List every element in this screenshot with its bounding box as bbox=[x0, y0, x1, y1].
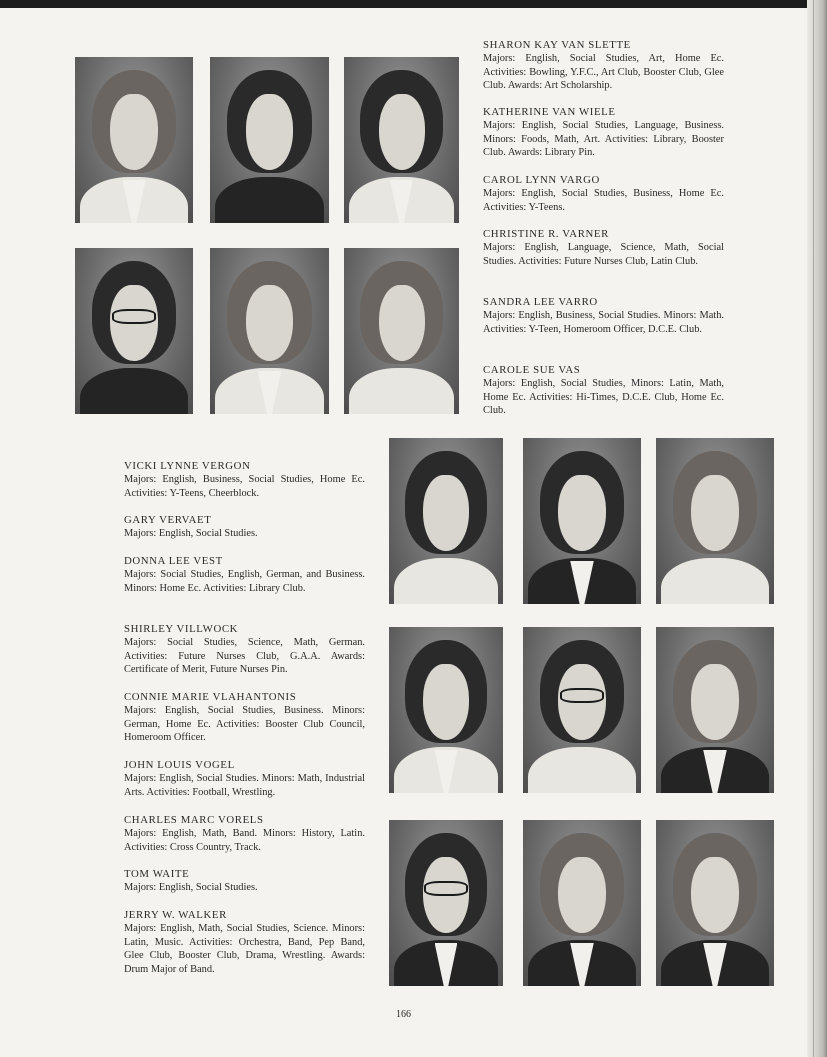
student-name: CONNIE MARIE VLAHANTONIS bbox=[124, 691, 297, 703]
student-entry bbox=[124, 460, 365, 500]
student-details: Majors: English, Business, Social Studies. Minors: Math. Activities: Y-Teen, Homeroom Officer, D.C.E. Club. bbox=[483, 310, 724, 335]
portrait-photo bbox=[75, 248, 193, 414]
student-entry bbox=[124, 514, 365, 541]
portrait-photo bbox=[389, 820, 503, 986]
page-number: 166 bbox=[396, 1009, 411, 1020]
student-entry bbox=[124, 868, 365, 895]
student-name: SHIRLEY VILLWOCK bbox=[124, 623, 239, 635]
portrait-photo bbox=[656, 820, 774, 986]
student-name: CAROL LYNN VARGO bbox=[483, 174, 600, 186]
student-name: CAROLE SUE VAS bbox=[483, 364, 581, 376]
student-entry bbox=[124, 759, 365, 799]
student-name: CHRISTINE R. VARNER bbox=[483, 228, 609, 240]
portrait-photo bbox=[210, 248, 329, 414]
student-details: Majors: English, Social Studies. bbox=[124, 528, 258, 540]
student-entry bbox=[483, 228, 724, 268]
student-entry bbox=[124, 623, 365, 677]
student-entry bbox=[124, 814, 365, 854]
book-spine-line bbox=[813, 0, 814, 1057]
student-name: VICKI LYNNE VERGON bbox=[124, 460, 251, 472]
student-details: Majors: English, Social Studies, Language, Business. Minors: Foods, Math, Art. Activities: Library, Booster Club. Awards: Library Pin. bbox=[483, 120, 724, 159]
student-details: Majors: English, Social Studies, Business. Minors: German, Home Ec. Activities: Booster Club Council, Homeroom Officer. bbox=[124, 705, 365, 744]
student-name: KATHERINE VAN WIELE bbox=[483, 106, 616, 118]
student-name: DONNA LEE VEST bbox=[124, 555, 223, 567]
student-details: Majors: English, Language, Science, Math, Social Studies. Activities: Future Nurses Club, Latin Club. bbox=[483, 242, 724, 267]
student-entry bbox=[483, 364, 724, 418]
portrait-photo bbox=[344, 248, 459, 414]
student-details: Majors: English, Social Studies, Art, Home Ec. Activities: Bowling, Y.F.C., Art Club, Booster Club, Glee Club. Awards: Art Scholarship. bbox=[483, 53, 724, 92]
student-entry bbox=[124, 555, 365, 595]
student-name: SHARON KAY VAN SLETTE bbox=[483, 39, 631, 51]
portrait-photo bbox=[344, 57, 459, 223]
student-entry bbox=[483, 174, 724, 214]
student-details: Majors: English, Math, Band. Minors: History, Latin. Activities: Cross Country, Track. bbox=[124, 828, 365, 853]
student-details: Majors: English, Social Studies, Minors: Latin, Math, Home Ec. Activities: Hi-Times, D.C.E. Club, Home Ec. Club. bbox=[483, 378, 724, 417]
student-name: JOHN LOUIS VOGEL bbox=[124, 759, 235, 771]
student-name: TOM WAITE bbox=[124, 868, 190, 880]
book-spine-shadow bbox=[807, 0, 827, 1057]
student-details: Majors: English, Social Studies, Business, Home Ec. Activities: Y-Teens. bbox=[483, 188, 724, 213]
student-details: Majors: Social Studies, Science, Math, German. Activities: Future Nurses Club, G.A.A. Awards: Certificate of Merit, Future Nurses Pin. bbox=[124, 637, 365, 676]
student-name: CHARLES MARC VORELS bbox=[124, 814, 264, 826]
student-details: Majors: English, Social Studies. bbox=[124, 882, 258, 894]
portrait-photo bbox=[210, 57, 329, 223]
portrait-photo bbox=[656, 438, 774, 604]
student-details: Majors: English, Math, Social Studies, Science. Minors: Latin, Music. Activities: Orchestra, Band, Pep Band, Glee Club, Booster Club, Drama, Wrestling. Awards: Drum Major of Band. bbox=[124, 923, 365, 975]
student-entry bbox=[124, 909, 365, 976]
student-name: GARY VERVAET bbox=[124, 514, 212, 526]
portrait-photo bbox=[389, 438, 503, 604]
portrait-photo bbox=[523, 820, 641, 986]
portrait-photo bbox=[523, 627, 641, 793]
student-entry bbox=[483, 106, 724, 160]
student-details: Majors: English, Social Studies. Minors: Math, Industrial Arts. Activities: Football, Wrestling. bbox=[124, 773, 365, 798]
student-name: SANDRA LEE VARRO bbox=[483, 296, 598, 308]
student-entry bbox=[483, 296, 724, 336]
page-top-edge bbox=[0, 0, 827, 8]
student-details: Majors: English, Business, Social Studies, Home Ec. Activities: Y-Teens, Cheerblock. bbox=[124, 474, 365, 499]
student-name: JERRY W. WALKER bbox=[124, 909, 227, 921]
portrait-photo bbox=[656, 627, 774, 793]
student-entry bbox=[483, 39, 724, 93]
portrait-photo bbox=[75, 57, 193, 223]
student-entry bbox=[124, 691, 365, 745]
portrait-photo bbox=[389, 627, 503, 793]
student-details: Majors: Social Studies, English, German, and Business. Minors: Home Ec. Activities: Library Club. bbox=[124, 569, 365, 594]
portrait-photo bbox=[523, 438, 641, 604]
